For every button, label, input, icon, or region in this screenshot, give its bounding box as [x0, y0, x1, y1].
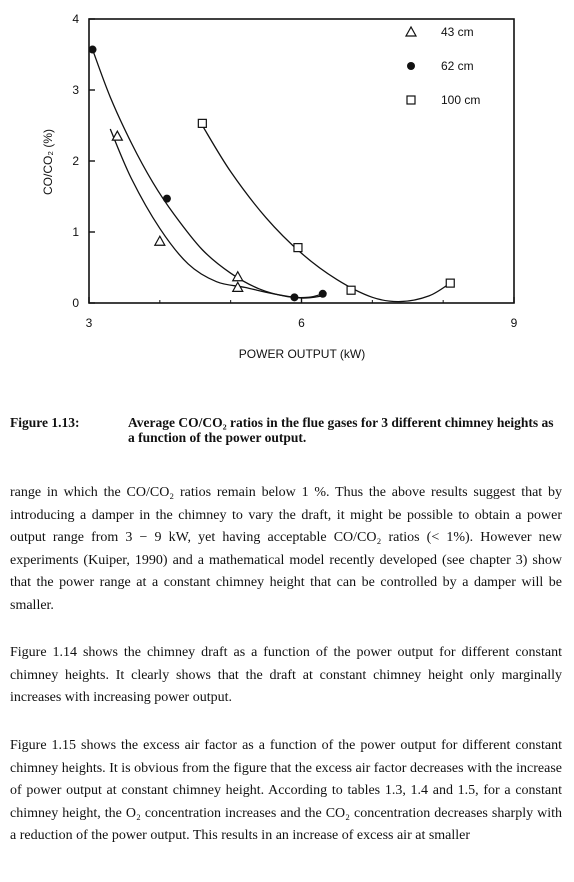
chart-legend: [406, 25, 480, 107]
circle-marker: [89, 46, 97, 54]
circle-marker: [163, 195, 171, 203]
x-axis-label: POWER OUTPUT (kW): [238, 347, 366, 361]
circle-marker: [319, 290, 327, 298]
legend-label: 100 cm: [441, 93, 481, 107]
paragraph-text: range in which the CO/CO₂ ratios remain below 1 %. Thus the above results suggest that by introducing a damper in the chimney to vary the draft, it might be possible to obtain a power output range from 3 − 9 kW, yet having acceptable CO/CO₂ ratios (< 1%). However new experiments (Kuiper, 1990) and a mathematical model recently developed (see chapter 3) show that the power range at a constant chimney height that can be controlled by a damper will be smaller.: [10, 485, 562, 613]
square-marker: [347, 286, 355, 294]
y-tick-label: 2: [72, 154, 79, 168]
y-tick-label: 0: [72, 296, 79, 310]
square-marker: [446, 279, 454, 287]
circle-marker: [290, 293, 298, 301]
fit-curve: [93, 50, 323, 298]
y-axis-label: CO/CO₂ (%): [41, 129, 55, 195]
square-marker: [198, 119, 206, 127]
y-tick-label: 4: [72, 12, 79, 26]
square-marker: [294, 244, 302, 252]
triangle-marker: [155, 236, 165, 245]
triangle-marker: [406, 27, 416, 36]
body-paragraph-1: [10, 482, 562, 617]
fit-curves: [93, 50, 451, 302]
body-paragraph-2: [10, 642, 562, 710]
data-markers: [89, 46, 455, 302]
legend-label: 62 cm: [441, 59, 474, 73]
body-paragraph-3: [10, 735, 562, 848]
paragraph-text: Figure 1.15 shows the excess air factor as a function of the power output for different constant chimney heights. It is obvious from the figure that the excess air factor decreases with the increase of power output at constant chimney height. According to tables 1.3, 1.4 and 1.5, for a constant chimney height, the O₂ concentration increases and the CO₂ concentration decreases sharply with a reduction of the power output. This results in an increase of excess air at smaller: [10, 738, 562, 843]
figure-caption-text: Average CO/CO₂ ratios in the flue gases for 3 different chimney heights as a function of the power output.: [128, 415, 554, 445]
triangle-marker: [112, 131, 122, 140]
y-tick-label: 3: [72, 83, 79, 97]
x-tick-label: 9: [510, 316, 518, 330]
legend-label: 43 cm: [441, 25, 474, 39]
figure-label: Figure 1.13:: [10, 415, 80, 430]
paragraph-text: Figure 1.14 shows the chimney draft as a function of the power output for different constant chimney heights. It clearly shows that the draft at constant chimney height only marginally increases with increasing power output.: [10, 645, 562, 705]
y-tick-label: 1: [72, 225, 79, 239]
fit-curve: [110, 129, 323, 298]
square-marker: [407, 96, 415, 104]
co-co2-chart: [0, 0, 574, 380]
x-tick-label: 6: [298, 316, 305, 330]
circle-marker: [407, 62, 415, 70]
x-tick-label: 3: [85, 316, 93, 330]
